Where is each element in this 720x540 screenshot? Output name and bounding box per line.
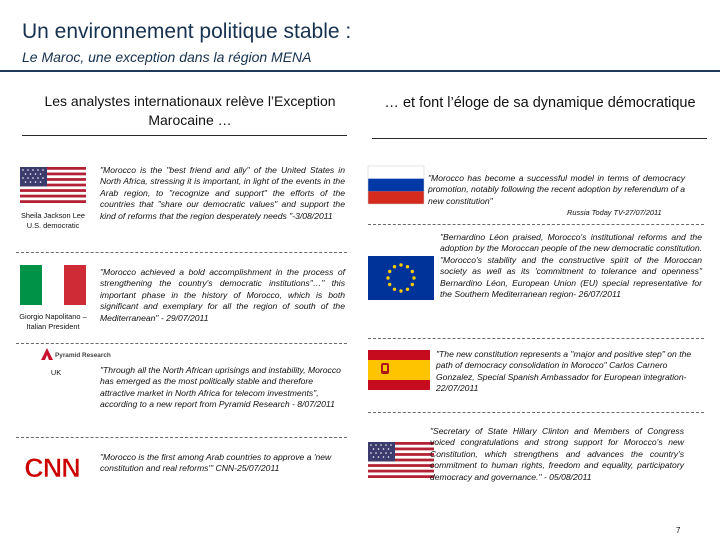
item-divider xyxy=(368,338,704,339)
left-column-heading: Les analystes internationaux relève l’Exception Marocaine … xyxy=(44,93,336,128)
quote-eu-representative: "Bernardino Léon praised, Morocco's institutional reforms and the adoption by the Moroccan people of the new democratic constitution. "Morocco's stability and the constructive spirit of the Moroccan society as well as its 'commitment to tolerance and openness" Bernardino Léon, European Union (EU) special representative for the Southern Mediterranean region- 26/07/2011 xyxy=(440,232,702,300)
quote-spanish-ambassador: "The new constitution represents a "major and positive step" on the path of democracy consolidation in Morocco" Carlos Carnero Gonzalez, Special Spanish Ambassador for European integration-22/07/2011 xyxy=(436,349,692,394)
title-divider xyxy=(0,70,720,72)
quote-russia-today: "Morocco has become a successful model in terms of democracy promotion, notably following the recent adoption by referendum of a new constitution" xyxy=(428,173,686,206)
item-divider xyxy=(368,412,704,413)
cnn-logo xyxy=(22,447,82,485)
right-heading-rule xyxy=(372,138,707,139)
svg-text:CNN: CNN xyxy=(24,453,80,483)
quote-hillary-clinton: "Secretary of State Hillary Clinton and Members of Congress voiced congratulations and strong support for Morocco's new Constitution, which strengthens and advances the country's commitment to human rights, freedom and equality, participatory democracy and governance." - 05/08/2011 xyxy=(430,426,684,482)
slide-subtitle: Le Maroc, une exception dans la région MENA xyxy=(22,49,312,65)
item-divider xyxy=(16,252,347,253)
slide-title: Un environnement politique stable : xyxy=(22,20,352,43)
italy-flag-icon xyxy=(20,265,86,305)
left-heading-rule xyxy=(22,135,347,136)
quote-italian-president: "Morocco achieved a bold accomplishment in the process of strengthening the country's democratic institutions"…" this important phase in the history of Morocco, which is both significant and exemplary for all the region of south of the Mediterranean" - 29/07/2011 xyxy=(100,267,345,323)
us-flag-icon xyxy=(368,442,434,478)
russia-flag-icon xyxy=(368,166,424,204)
eu-flag-icon xyxy=(368,256,434,300)
quote-cnn: "Morocco is the first among Arab countries to approve a 'new constitution and real reforms'" CNN-25/07/2011 xyxy=(100,452,332,474)
item-divider xyxy=(368,224,704,225)
pyramid-research-logo xyxy=(40,346,111,364)
quote-attribution: Russia Today TV-27/07/2011 xyxy=(567,208,662,217)
source-role: Italian President xyxy=(26,321,80,331)
item-divider xyxy=(16,343,347,344)
source-name: Sheila Jackson Lee xyxy=(20,211,86,220)
quote-pyramid-research: "Through all the North African uprisings and instability, Morocco has emerged as the most politically stable and therefore attractive market in North Africa for telecom investments", according to a new report from Pyramid Research - 8/07/2011 xyxy=(100,365,341,410)
source-caption-2 xyxy=(4,312,102,331)
page-number: 7 xyxy=(676,526,681,535)
source-role: U.S. democratic xyxy=(26,220,80,230)
quote-us-democrat: "Morocco is the "best friend and ally" of the United States in North Africa, stressing it is important, in light of the events in the Arab region, to "recognize and support" the efforts of the countries that "share our democratic values" and support the kind of reforms that the region desperately needs "-3/08/2011 xyxy=(100,165,345,221)
us-flag-icon xyxy=(20,167,86,203)
item-divider xyxy=(16,437,347,438)
source-name: Giorgio Napolitano – xyxy=(19,312,87,321)
source-caption-1 xyxy=(8,211,98,230)
spain-flag-icon xyxy=(368,350,430,390)
source-caption-3: UK xyxy=(50,368,62,377)
svg-text:Pyramid Research: Pyramid Research xyxy=(55,352,111,359)
right-column-heading: … et font l’éloge de sa dynamique démocratique xyxy=(384,95,696,111)
